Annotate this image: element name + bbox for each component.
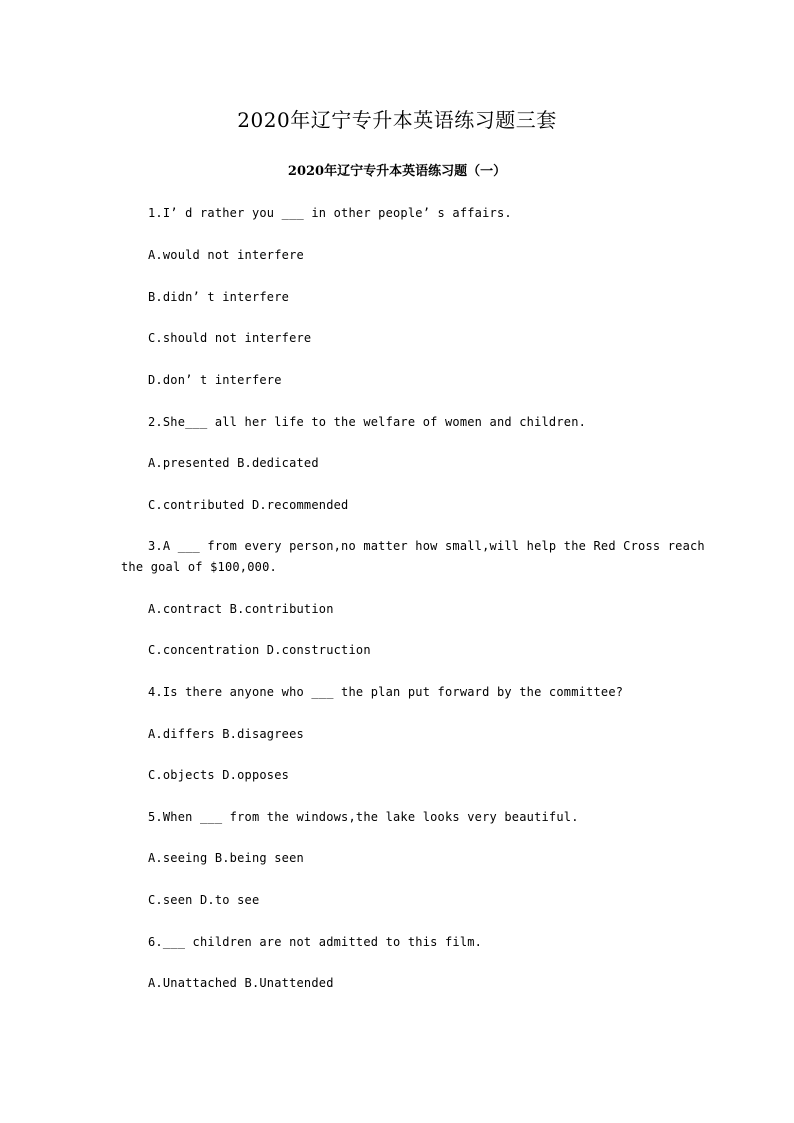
- question-4-options-ab: A.differs B.disagrees: [148, 727, 304, 741]
- question-1-option-b: B.didn’ t interfere: [148, 290, 290, 304]
- question-3-stem: 3.A ___ from every person,no matter how small,will help the Red Cross reach: [148, 539, 705, 553]
- question-2-options-cd: C.contributed D.recommended: [148, 498, 349, 512]
- question-3-options-ab: A.contract B.contribution: [148, 602, 334, 616]
- question-4-stem: 4.Is there anyone who ___ the plan put forward by the committee?: [148, 685, 624, 699]
- question-3-options-cd: C.concentration D.construction: [148, 643, 371, 657]
- question-1-option-d: D.don’ t interfere: [148, 373, 282, 387]
- question-1-stem: 1.I’ d rather you ___ in other people’ s affairs.: [148, 206, 512, 220]
- section-subtitle: 2020年辽宁专升本英语练习题（一）: [287, 164, 507, 179]
- question-2-stem: 2.She___ all her life to the welfare of women and children.: [148, 415, 587, 429]
- question-4-options-cd: C.objects D.opposes: [148, 768, 290, 782]
- question-1-option-c: C.should not interfere: [148, 331, 312, 345]
- question-5-stem: 5.When ___ from the windows,the lake looks very beautiful.: [148, 810, 579, 824]
- question-3-stem-continuation: the goal of $100,000.: [121, 560, 277, 574]
- question-2-options-ab: A.presented B.dedicated: [148, 456, 319, 470]
- question-5-options-ab: A.seeing B.being seen: [148, 851, 304, 865]
- question-6-stem: 6.___ children are not admitted to this film.: [148, 935, 483, 949]
- question-1-option-a: A.would not interfere: [148, 248, 304, 262]
- document-title: 2020年辽宁专升本英语练习题三套: [237, 108, 557, 132]
- question-5-options-cd: C.seen D.to see: [148, 893, 260, 907]
- question-6-options-ab: A.Unattached B.Unattended: [148, 976, 334, 990]
